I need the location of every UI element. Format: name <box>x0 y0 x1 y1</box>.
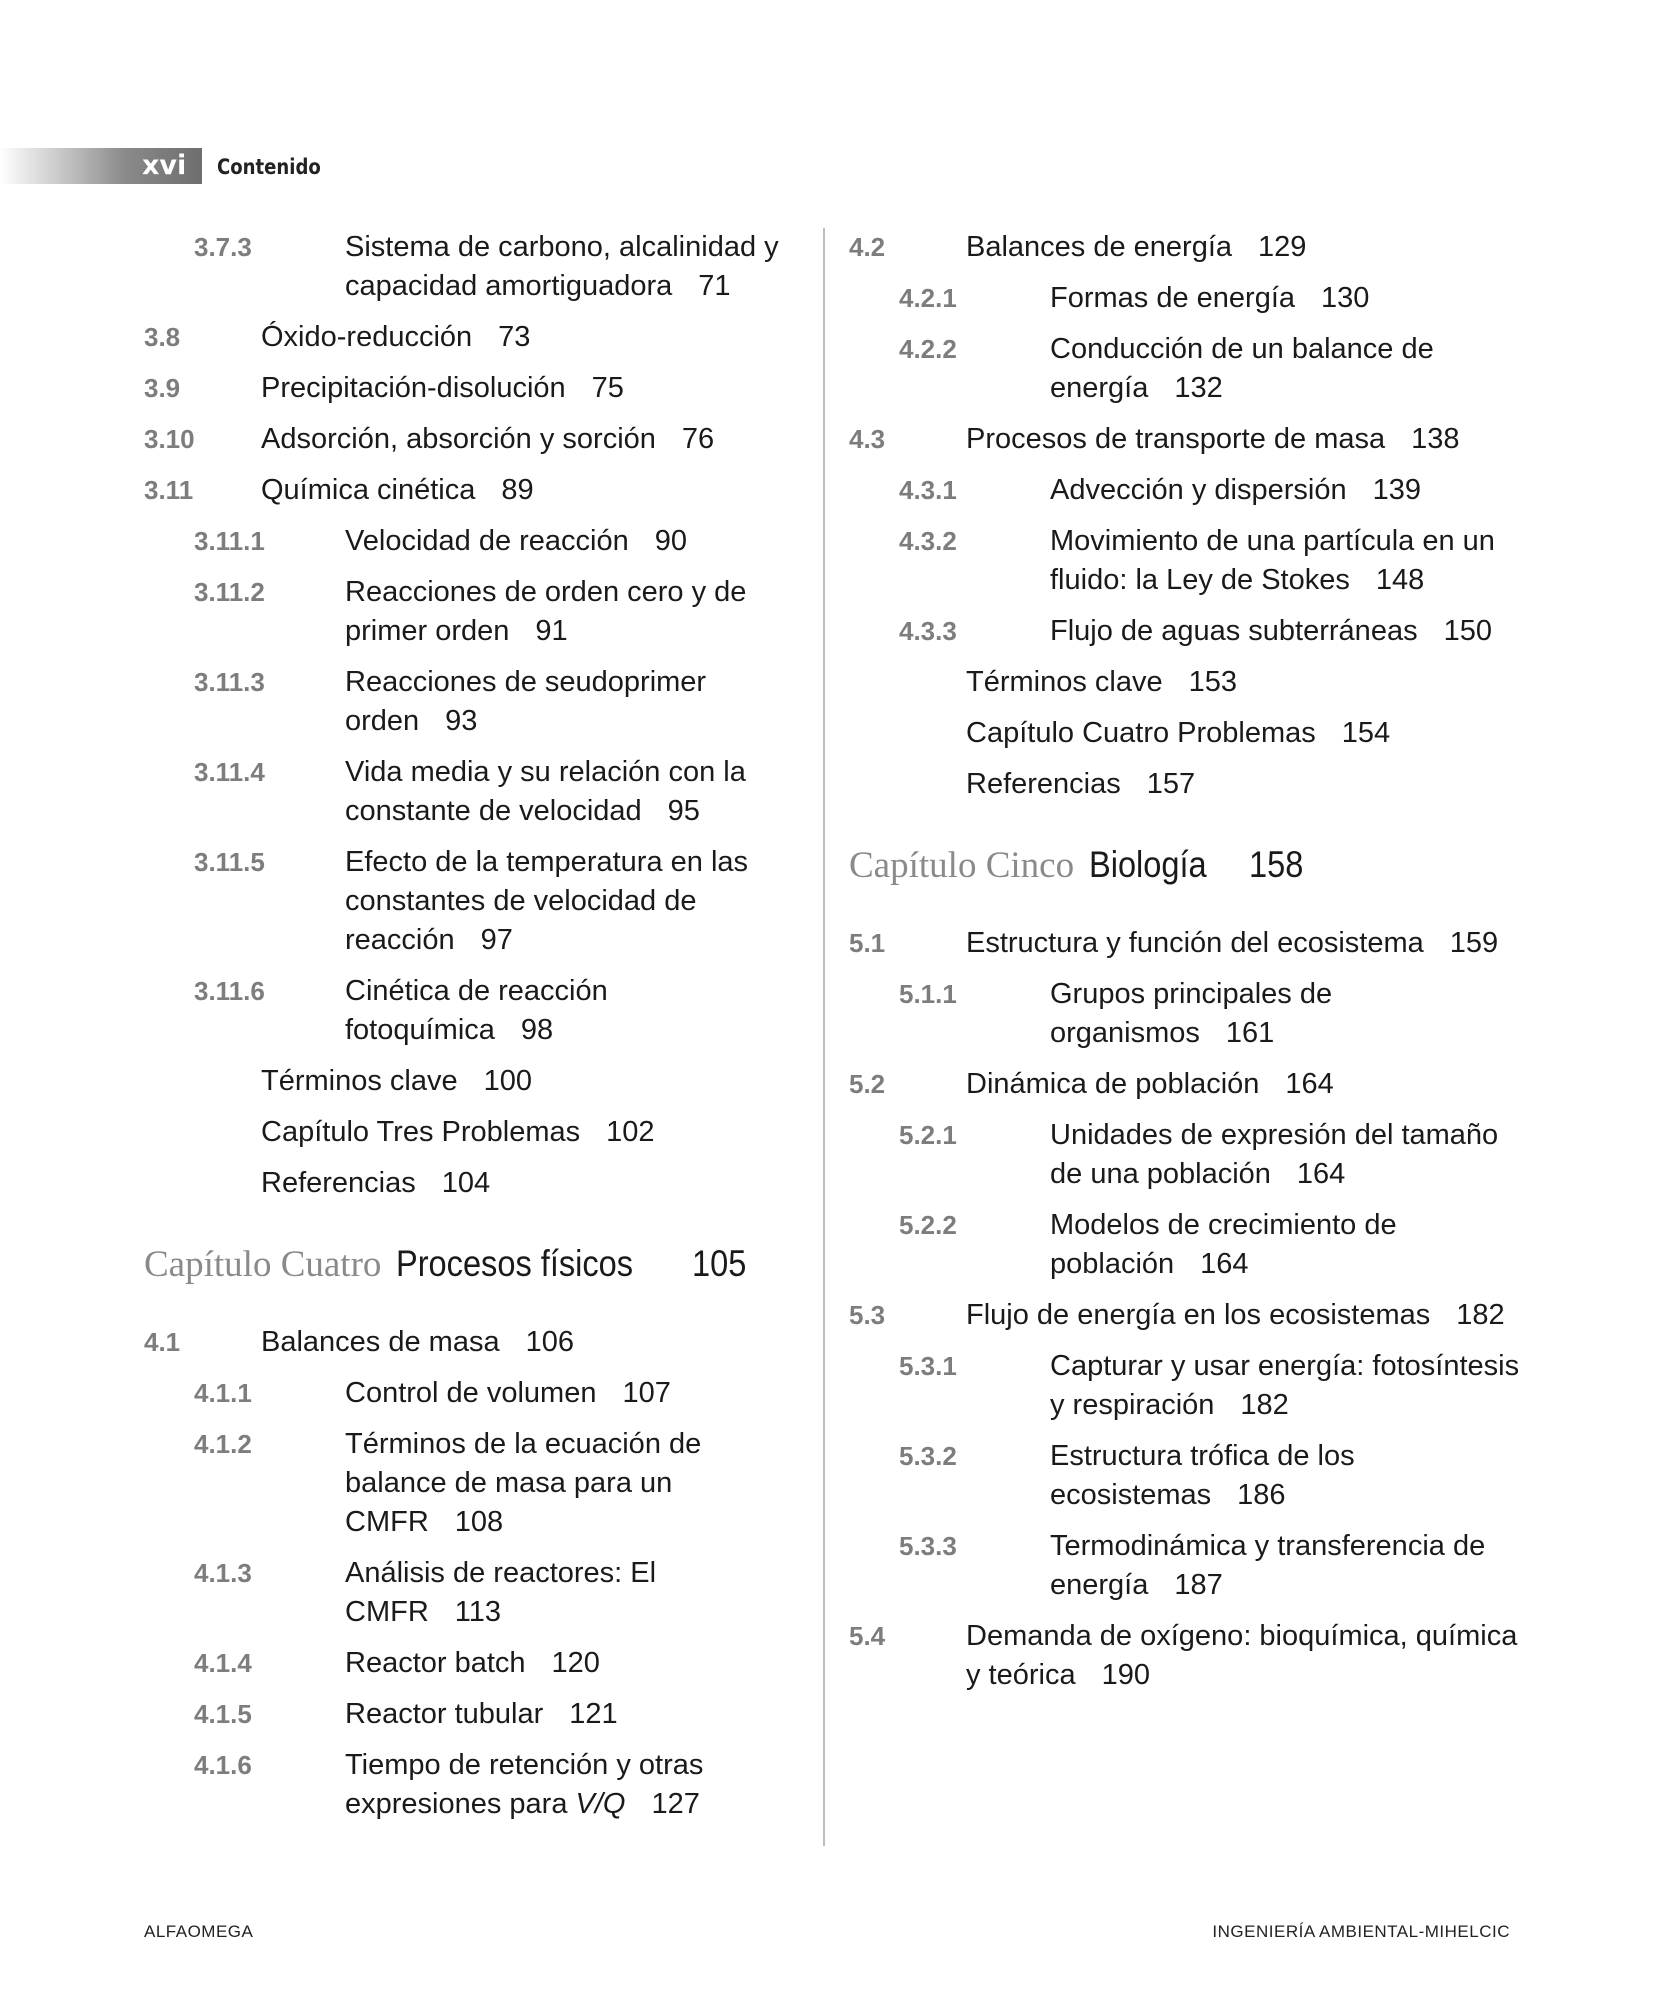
entry-text-block <box>345 843 804 960</box>
page-ref: 75 <box>591 372 624 404</box>
toc-entry[interactable] <box>849 1437 1529 1515</box>
section-number: 4.1.2 <box>194 1429 252 1459</box>
toc-entry[interactable] <box>144 1746 804 1824</box>
page-ref: 98 <box>520 1014 554 1046</box>
page-ref: 148 <box>1375 564 1425 596</box>
section-title: Grupos principales de organismos <box>1050 978 1333 1049</box>
footer-publisher: ALFAOMEGA <box>144 1922 254 1941</box>
toc-entry[interactable] <box>849 279 1529 318</box>
toc-entry[interactable] <box>144 843 804 960</box>
section-number: 5.3.2 <box>899 1441 957 1471</box>
toc-list-left-b <box>144 1323 804 1824</box>
page-ref: 139 <box>1372 474 1421 506</box>
section-title: Modelos de crecimiento de población <box>1050 1209 1397 1280</box>
toc-entry[interactable] <box>849 1206 1529 1284</box>
page-ref: 138 <box>1411 423 1460 455</box>
chapter-label: Capítulo Cinco <box>849 845 1075 886</box>
page-ref: 164 <box>1200 1248 1249 1280</box>
section-title: Capturar y usar energía: fotosíntesis y respiración <box>1050 1350 1520 1421</box>
entry-text-block <box>966 1296 1529 1335</box>
section-title: Reactor tubular <box>345 1698 544 1730</box>
entry-text-block <box>966 765 1529 804</box>
entry-text-block <box>261 1113 804 1152</box>
page-ref: 182 <box>1456 1299 1505 1331</box>
toc-entry[interactable] <box>144 369 804 408</box>
section-number: 4.1.1 <box>194 1378 252 1408</box>
page-ref: 106 <box>525 1326 574 1358</box>
section-number: 4.3.1 <box>899 475 957 505</box>
page-ref: 164 <box>1296 1158 1346 1190</box>
section-title: Sistema de carbono, alcalinidad y capacidad amortiguadora <box>345 231 779 302</box>
page-ref: 73 <box>498 321 531 353</box>
entry-text-block <box>966 924 1529 963</box>
toc-list-right-a <box>849 228 1529 804</box>
entry-text-block <box>1050 471 1529 510</box>
entry-text-block <box>345 1695 804 1734</box>
section-title: Reacciones de orden cero y de primer orden <box>345 576 747 647</box>
section-title: Demanda de oxígeno: bioquímica, química y teórica <box>966 1620 1518 1691</box>
section-number: 3.10 <box>144 424 195 454</box>
page-ref: 90 <box>654 525 688 557</box>
section-title: Tiempo de retención y otras expresiones para <box>345 1749 704 1820</box>
section-title: Movimiento de una partícula en un fluido: la Ley de Stokes <box>1050 525 1495 596</box>
entry-text-block <box>1050 1437 1529 1515</box>
section-title: Vida media y su relación con la constante de velocidad <box>345 756 746 827</box>
entry-text-block <box>345 663 804 741</box>
section-title: Procesos de transporte de masa <box>966 423 1386 455</box>
toc-entry[interactable] <box>849 924 1529 963</box>
entry-text-block <box>1050 330 1529 408</box>
page-ref: 190 <box>1101 1659 1150 1691</box>
section-number: 3.11.1 <box>194 526 265 556</box>
page-ref: 95 <box>667 795 700 827</box>
page-ref: 102 <box>606 1116 655 1148</box>
page-ref: 107 <box>622 1377 671 1409</box>
toc-list-right-b <box>849 924 1529 1695</box>
entry-text-block <box>1050 1206 1529 1284</box>
section-number: 4.1.6 <box>194 1750 252 1780</box>
toc-entry[interactable] <box>144 1113 804 1152</box>
entry-text-block <box>345 1374 804 1413</box>
page-ref: 186 <box>1237 1479 1286 1511</box>
chapter-page: 105 <box>691 1243 747 1284</box>
entry-text-block <box>345 522 804 561</box>
toc-entry[interactable] <box>849 1617 1529 1695</box>
section-number: 3.9 <box>144 373 181 403</box>
section-title: Dinámica de población <box>966 1068 1260 1100</box>
entry-text-block <box>1050 975 1529 1053</box>
toc-entry[interactable] <box>849 663 1529 702</box>
section-title: Términos clave <box>966 666 1163 698</box>
toc-entry[interactable] <box>849 471 1529 510</box>
chapter-label: Capítulo Cuatro <box>144 1244 382 1285</box>
toc-entry[interactable] <box>144 1374 804 1413</box>
page-ref: 129 <box>1258 231 1307 263</box>
entry-text-block <box>345 753 804 831</box>
entry-text-block <box>261 1323 804 1362</box>
toc-entry[interactable] <box>849 975 1529 1053</box>
section-title: Estructura trófica de los ecosistemas <box>1050 1440 1355 1511</box>
section-title: Óxido-reducción <box>261 321 473 353</box>
section-number: 3.11.3 <box>194 667 265 697</box>
section-title: Termodinámica y transferencia de energía <box>1050 1530 1486 1601</box>
section-title: Control de volumen <box>345 1377 597 1409</box>
entry-text-block <box>261 318 804 357</box>
section-number: 3.7.3 <box>194 232 252 262</box>
section-title: Términos de la ecuación de balance de masa para un CMFR <box>345 1428 702 1538</box>
toc-entry[interactable] <box>144 471 804 510</box>
section-title: Términos clave <box>261 1065 458 1097</box>
entry-text-block <box>345 1554 804 1632</box>
toc-entry[interactable] <box>849 1296 1529 1335</box>
toc-entry[interactable] <box>144 972 804 1050</box>
toc-left-column <box>144 228 804 1836</box>
entry-text-block <box>345 1644 804 1683</box>
toc-entry[interactable] <box>144 522 804 561</box>
entry-text-block <box>1050 1347 1529 1425</box>
entry-text-block <box>966 1065 1529 1104</box>
entry-text-block <box>1050 522 1529 600</box>
entry-text-block <box>1050 279 1529 318</box>
entry-text-block <box>261 420 804 459</box>
section-number: 4.3.2 <box>899 526 957 556</box>
toc-entry[interactable] <box>849 1116 1529 1194</box>
section-title: Reactor batch <box>345 1647 526 1679</box>
entry-text-block <box>1050 1116 1529 1194</box>
page-ref: 187 <box>1174 1569 1223 1601</box>
section-title-italic: V/Q <box>575 1788 626 1820</box>
entry-text-block <box>966 663 1529 702</box>
toc-right-column <box>849 228 1529 1707</box>
running-head: Contenido <box>217 155 321 179</box>
footer-book-title: INGENIERÍA AMBIENTAL-MIHELCIC <box>1212 1922 1510 1941</box>
page-ref: 89 <box>501 474 534 506</box>
entry-text-block <box>261 1164 804 1203</box>
page-ref: 154 <box>1341 717 1391 749</box>
chapter-heading-cinco[interactable] <box>849 840 1529 890</box>
toc-entry[interactable] <box>144 1164 804 1203</box>
entry-text-block <box>261 471 804 510</box>
entry-text-block <box>966 714 1529 753</box>
section-number: 5.2 <box>849 1069 886 1099</box>
page-ref: 130 <box>1321 282 1370 314</box>
section-number: 3.11.2 <box>194 577 265 607</box>
section-number: 3.11 <box>144 475 194 505</box>
section-title: Advección y dispersión <box>1050 474 1347 506</box>
section-number: 5.4 <box>849 1621 886 1651</box>
entry-text-block <box>345 972 804 1050</box>
page-ref: 71 <box>698 270 731 302</box>
toc-entry[interactable] <box>144 1323 804 1362</box>
entry-text-block <box>1050 1527 1529 1605</box>
section-title: Capítulo Tres Problemas <box>261 1116 581 1148</box>
page-ref: 153 <box>1188 666 1238 698</box>
toc-entry[interactable] <box>849 330 1529 408</box>
chapter-page: 158 <box>1248 844 1304 885</box>
page-ref: 100 <box>483 1065 533 1097</box>
page-number: xvi <box>142 150 187 181</box>
section-number: 5.3 <box>849 1300 886 1330</box>
toc-entry[interactable] <box>144 1644 804 1683</box>
page-ref: 150 <box>1443 615 1492 647</box>
page-ref: 127 <box>651 1788 700 1820</box>
entry-text-block <box>966 228 1529 267</box>
toc-entry[interactable] <box>144 753 804 831</box>
page-ref: 104 <box>441 1167 491 1199</box>
toc-entry[interactable] <box>144 1554 804 1632</box>
section-number: 5.2.1 <box>899 1120 957 1150</box>
section-number: 5.3.3 <box>899 1531 957 1561</box>
section-number: 3.8 <box>144 322 181 352</box>
entry-text-block <box>345 1425 804 1542</box>
toc-entry[interactable] <box>144 1425 804 1542</box>
section-title: Balances de masa <box>261 1326 500 1358</box>
section-number: 4.2 <box>849 232 886 262</box>
toc-entry[interactable] <box>144 228 804 306</box>
toc-entry[interactable] <box>144 1062 804 1101</box>
section-title: Precipitación-disolución <box>261 372 566 404</box>
section-number: 4.1.4 <box>194 1648 252 1678</box>
page-ref: 157 <box>1146 768 1196 800</box>
section-number: 4.2.2 <box>899 334 957 364</box>
section-title: Velocidad de reacción <box>345 525 629 557</box>
section-number: 3.11.5 <box>194 847 265 877</box>
toc-entry[interactable] <box>849 1347 1529 1425</box>
entry-text-block <box>345 573 804 651</box>
entry-text-block <box>1050 612 1529 651</box>
section-title: Formas de energía <box>1050 282 1296 314</box>
section-title: Cinética de reacción fotoquímica <box>345 975 608 1046</box>
chapter-heading-cuatro[interactable] <box>144 1239 804 1289</box>
entry-text-block <box>261 1062 804 1101</box>
page-ref: 159 <box>1449 927 1499 959</box>
page-ref: 93 <box>445 705 478 737</box>
section-number: 4.3.3 <box>899 616 957 646</box>
page-ref: 76 <box>681 423 715 455</box>
toc-entry[interactable] <box>849 1065 1529 1104</box>
section-title: Capítulo Cuatro Problemas <box>966 717 1316 749</box>
section-number: 4.2.1 <box>899 283 957 313</box>
page-ref: 108 <box>454 1506 504 1538</box>
section-title: Reacciones de seudoprimer orden <box>345 666 707 737</box>
chapter-title: Biología <box>1088 844 1207 885</box>
section-number: 5.3.1 <box>899 1351 957 1381</box>
toc-entry[interactable] <box>849 765 1529 804</box>
chapter-title: Procesos físicos <box>395 1243 633 1284</box>
page-ref: 91 <box>535 615 568 647</box>
section-number: 3.11.4 <box>194 757 265 787</box>
section-title: Estructura y función del ecosistema <box>966 927 1424 959</box>
section-title: Balances de energía <box>966 231 1233 263</box>
section-title: Unidades de expresión del tamaño de una población <box>1050 1119 1499 1190</box>
section-title: Flujo de aguas subterráneas <box>1050 615 1418 647</box>
page-ref: 121 <box>569 1698 618 1730</box>
page-ref: 164 <box>1285 1068 1334 1100</box>
toc-entry[interactable] <box>144 573 804 651</box>
page-ref: 113 <box>454 1596 501 1628</box>
toc-entry[interactable] <box>144 663 804 741</box>
toc-entry[interactable] <box>144 318 804 357</box>
page-ref: 132 <box>1174 372 1223 404</box>
toc-entry[interactable] <box>849 714 1529 753</box>
toc-entry[interactable] <box>849 420 1529 459</box>
section-title: Química cinética <box>261 474 476 506</box>
section-title: Conducción de un balance de energía <box>1050 333 1434 404</box>
column-divider <box>823 228 825 1846</box>
page-ref: 182 <box>1240 1389 1289 1421</box>
entry-text-block <box>966 1617 1529 1695</box>
section-number: 4.1 <box>144 1327 181 1357</box>
page-ref: 161 <box>1225 1017 1275 1049</box>
page-ref: 97 <box>480 924 513 956</box>
entry-text-block <box>261 369 804 408</box>
section-number: 5.2.2 <box>899 1210 957 1240</box>
toc-entry[interactable] <box>144 1695 804 1734</box>
toc-entry[interactable] <box>849 228 1529 267</box>
toc-list-left-a <box>144 228 804 1203</box>
section-number: 5.1.1 <box>899 979 957 1009</box>
toc-entry[interactable] <box>849 612 1529 651</box>
toc-entry[interactable] <box>144 420 804 459</box>
toc-entry[interactable] <box>849 1527 1529 1605</box>
entry-text-block <box>345 1746 804 1824</box>
section-title: Análisis de reactores: El CMFR <box>345 1557 657 1628</box>
entry-text-block <box>966 420 1529 459</box>
section-title: Adsorción, absorción y sorción <box>261 423 656 455</box>
section-number: 4.3 <box>849 424 886 454</box>
section-title: Flujo de energía en los ecosistemas <box>966 1299 1431 1331</box>
section-title: Efecto de la temperatura en las constantes de velocidad de reacción <box>345 846 749 956</box>
section-number: 4.1.3 <box>194 1558 252 1588</box>
section-number: 3.11.6 <box>194 976 265 1006</box>
page-ref: 120 <box>551 1647 600 1679</box>
toc-entry[interactable] <box>849 522 1529 600</box>
section-title: Referencias <box>966 768 1121 800</box>
entry-text-block <box>345 228 804 306</box>
section-number: 4.1.5 <box>194 1699 252 1729</box>
section-number: 5.1 <box>849 928 886 958</box>
section-title: Referencias <box>261 1167 416 1199</box>
